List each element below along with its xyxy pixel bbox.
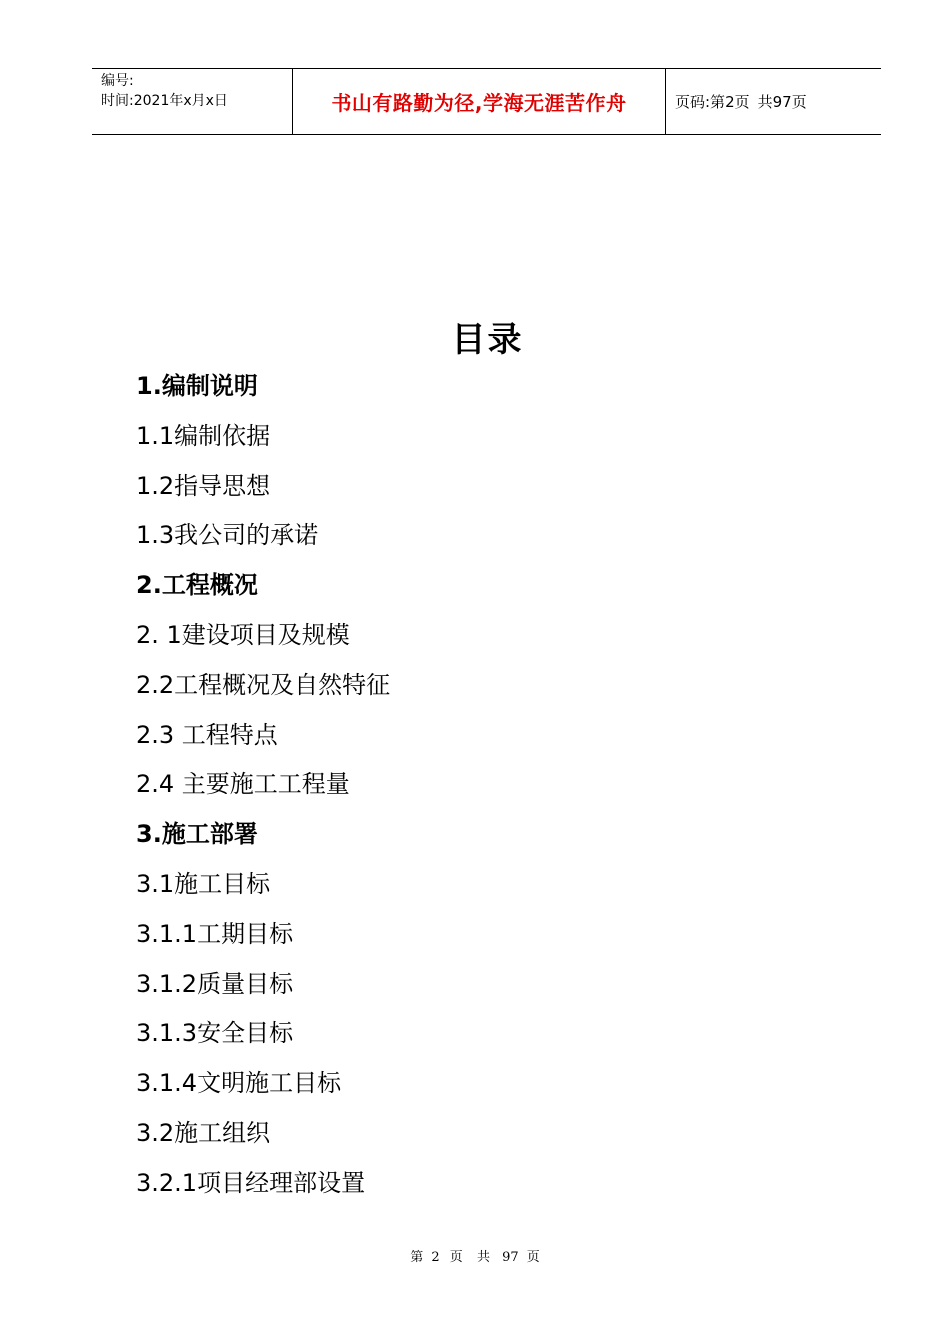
table-of-contents [136,366,390,1213]
footer-current-page: 2 [431,1250,440,1265]
footer-prefix: 第 [410,1250,424,1265]
toc-entry: 1.1编制依据 [136,421,271,450]
footer-total-prefix: 共 [476,1250,490,1265]
page-current-number: 2 [725,92,735,111]
toc-entry: 3.2施工组织 [136,1118,271,1147]
date-label: 时间:2021年x月x日 [101,93,228,109]
toc-entry: 2.2工程概况及自然特征 [136,670,391,699]
header-meta-cell [92,69,293,134]
footer-suffix: 页 [526,1250,540,1265]
toc-entry: 1.3我公司的承诺 [136,521,319,550]
toc-entry: 3.1.4文明施工目标 [136,1069,342,1098]
page-total-number: 97 [772,92,792,111]
header-motto-cell [293,69,666,134]
footer-mid: 页 [449,1250,463,1265]
page-total-prefix: 共 [757,93,773,111]
toc-entry: 3.1.2质量目标 [136,969,294,998]
toc-entry: 3.1.3安全目标 [136,1019,294,1048]
toc-entry: 3.2.1项目经理部设置 [136,1168,366,1197]
document-header [92,68,881,135]
toc-entry: 2.3 工程特点 [136,720,278,749]
toc-entry: 1.2指导思想 [136,471,271,500]
toc-section-heading: 1.编制说明 [136,372,258,400]
footer-total-pages: 97 [502,1250,519,1265]
toc-entry: 2. 1建设项目及规模 [136,620,350,649]
toc-section-heading: 2.工程概况 [136,571,258,600]
page-prefix: 页码:第 [675,93,726,111]
toc-section-heading: 3.施工部署 [136,820,258,849]
motto-text: 书山有路勤为径,学海无涯苦作舟 [331,91,627,115]
serial-number-label: 编号: [101,73,134,89]
page-suffix: 页 [791,93,807,111]
toc-entry: 3.1施工目标 [136,869,271,898]
header-page-cell [666,69,881,134]
page-title: 目录 [451,320,524,360]
toc-entry: 3.1.1工期目标 [136,919,294,948]
page-mid: 页 [734,93,750,111]
toc-entry: 2.4 主要施工工程量 [136,770,350,799]
page-footer [0,1246,950,1265]
